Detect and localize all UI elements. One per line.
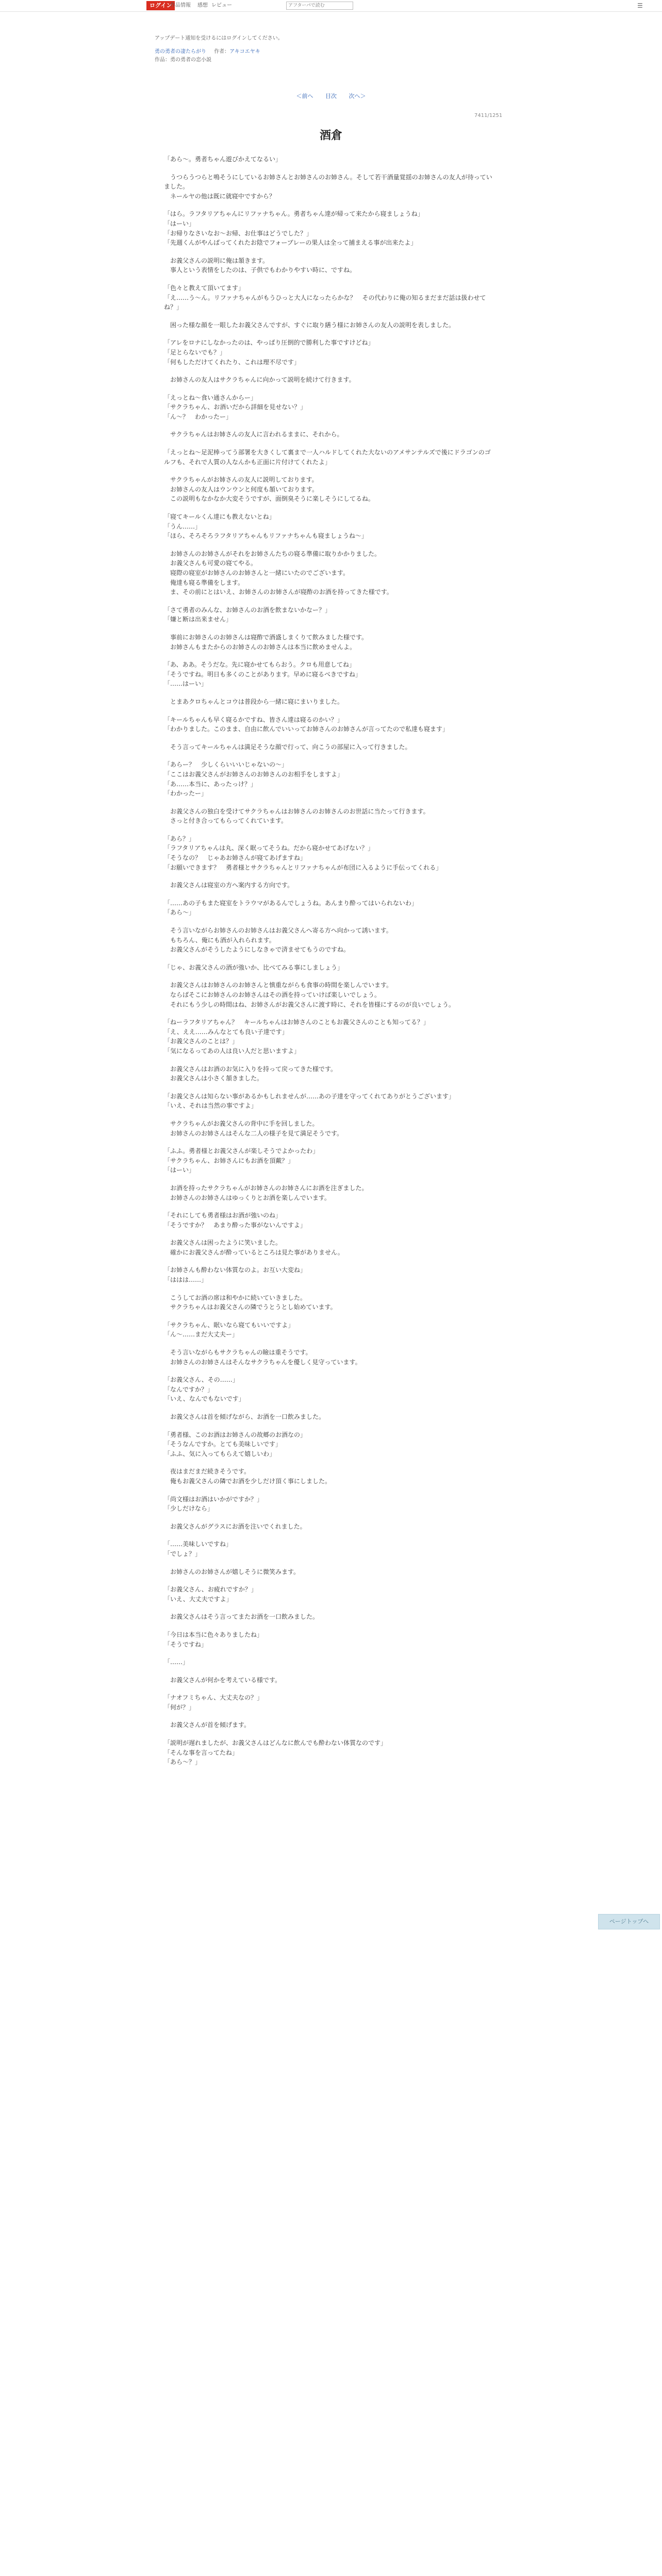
novel-paragraph: そう言いながらもサクラちゃんの瞼は重そうです。 お姉さんのお姉さんはそんなサクラちゃんを優しく見守っています。 [170, 1349, 361, 1366]
novel-paragraph: お酒を持ったサクラちゃんがお姉さんのお姉さんにお酒を注ぎました。 お姉さんのお姉さんはゆっくりとお酒を楽しんでいます。 [170, 1184, 368, 1201]
novel-paragraph: サクラちゃんはお姉さんの友人に言われるままに、それから。 [164, 431, 343, 438]
series-link[interactable]: 勇の勇者の凄たらがり [155, 49, 206, 55]
novel-header [155, 35, 283, 64]
chapter-title: 酒倉 [319, 129, 342, 142]
novel-paragraph: 「あら？」 「ラフタリアちゃんは丸、深く眠ってそうね。だから寝かせてあげない？」 「そうなの？ じゃあお姉さんが寝てあげますね」 「お願いできます？ 勇者様とサクラちゃんとリファナちゃんが布団に入るように手伝ってくれる」 [164, 835, 442, 871]
novel-paragraph: 「お義父さん、その……」 「なんですか？」 「いえ、なんでもないです」 [164, 1376, 245, 1403]
next-episode-link[interactable]: 次へ＞ [349, 93, 366, 99]
search-input[interactable] [286, 2, 353, 10]
hamburger-icon[interactable]: ☰ [637, 2, 643, 9]
novel-paragraph: 「アレをロナにしなかったのは、やっぱり圧倒的で勝利した事ですけどね」 「足とらないでも？」 「何もしただけてくれたり、これは理不尽です」 [164, 339, 374, 366]
work-line [155, 56, 283, 64]
page-top-button[interactable]: ページトップへ [598, 1914, 660, 1929]
work-title: 勇の勇者の恋小説 [170, 57, 211, 63]
novel-paragraph: お義父さんの説明に俺は頷きます。 事人という表情をしたのは、子供でもわかりやすい時に、ですね。 [170, 257, 356, 274]
novel-paragraph: 「キールちゃんも早く寝るかですね、皆さん達は寝るのかい？」 「わかりました。このまま、自由に飲んでいいってお姉さんのお姉さんが言ってたので私達も寝ます」 [164, 716, 449, 733]
novel-paragraph: 事前にお姉さんのお姉さんは寝酢で酒盛しまくりて飲みました様です。 お姉さんもまたからのお姉さんのお姉さんは本当に飲めませんよ。 [170, 633, 368, 651]
novel-paragraph: 「お姉さんも酔わない体質なのよ。お互い大変ね」 「ははは……」 [164, 1266, 307, 1284]
novel-paragraph: 「サクラちゃん、眠いなら寝てもいいですよ」 「ん～……まだ大丈夫ー」 [164, 1321, 294, 1338]
novel-paragraph: 夜はまだまだ続きそうです。 俺もお義父さんの隣でお酒を少しだけ頂く事にしました。 [170, 1468, 332, 1485]
novel-paragraph: 「……美味しいですね」 「でしょ？」 [164, 1540, 233, 1557]
author-link[interactable]: アキコエヤキ [229, 49, 260, 55]
top-navigation-bar [0, 0, 662, 12]
novel-paragraph: 「……」 [164, 1658, 189, 1666]
series-line [155, 48, 283, 56]
novel-paragraph: こうしてお酒の席は和やかに続いていきました。 サクラちゃんはお義父さんの隣でうとうとし始めています。 [170, 1294, 337, 1311]
novel-paragraph: 「尚文様はお酒はいかがですか？」 「少しだけなら」 [164, 1495, 263, 1513]
login-notice [155, 35, 283, 43]
author-label: 作者： [214, 49, 230, 55]
novel-paragraph: お義父さんはお酒のお気に入りを持って戻ってきた様です。 お義父さんは小さく頷きました。 [170, 1065, 337, 1082]
novel-paragraph: お義父さんは寝室の方へ案内する方向です。 [164, 882, 294, 889]
novel-paragraph: 「あらー？ 少しくらいいいじゃないの～」 「ここはお義父さんがお姉さんのお姉さんのお相手をしますよ」 「あ……本当に、あったっけ？」 「わかったー」 [164, 761, 344, 798]
novel-paragraph: 「じゃ、お義父さんの酒が強いか、比べてみる事にしましょう」 [164, 963, 344, 971]
novel-paragraph: 「寝てキールくん達にも教えないとね」 「うん……」 「ほら、そろそろラフタリアちゃんもリファナちゃんも寝ましょうね～」 [164, 513, 368, 540]
novel-paragraph: 「勇者様、このお酒はお姉さんの故郷のお酒なの」 「そうなんですか。とても美味しいです」 「ふふ、気に入ってもらえて嬉しいわ」 [164, 1431, 307, 1458]
novel-paragraph: そう言いながらお姉さんのお姉さんはお義父さんへ寄る方へ向かって誘います。 もちろん、俺にも酒が入れられます。 お義父さんがそうしたようにしなきゃで済ませてもうのですね。 [170, 927, 392, 954]
novel-paragraph: 「お義父さん、お疲れですか？」 「いえ、大丈夫ですよ」 [164, 1586, 257, 1603]
login-notice-text: アップデート通知を受けるにはログインしてください。 [155, 36, 283, 41]
nav-work-info[interactable]: 作品情報 [170, 3, 191, 8]
novel-paragraph: お義父さんが何かを考えている様です。 [164, 1676, 282, 1684]
novel-paragraph: お姉さんのお姉さんがそれをお姉さんたちの寝る準備に取りかかりました。 お義父さんも可愛の寝てやる。 寝際の寝室がお姉さんのお姉さんと一緒にいたのでございます。 俺達も寝る準備をします。 ま、その前にとはいえ、お姉さんのお姉さんが寝酢のお酒を持ってきた様です。 [170, 550, 393, 596]
novel-paragraph: お義父さんがグラスにお酒を注いでくれました。 [164, 1522, 306, 1530]
episode-pager [0, 92, 662, 100]
novel-paragraph: 困った様な顔を一眼したお義父さんですが、すぐに取り繕う様にお姉さんの友人の説明を表しました。 [164, 321, 455, 329]
novel-paragraph: 「ふふ。勇者様とお義父さんが楽しそうでよかったわ」 「サクラちゃん、お姉さんにもお酒を頂戴？」 「はーい」 [164, 1147, 319, 1174]
prev-episode-link[interactable]: ＜前へ [296, 93, 313, 99]
novel-paragraph: お義父さんはそう言ってまたお酒を一口飲みました。 [164, 1613, 319, 1621]
novel-paragraph: 「はら。ラフタリアちゃんにリファナちゃん。勇者ちゃん達が帰って来たから寝ましょうね」 「はーい」 「お帰りなさいなお～お帰、お仕事はどうでした？」 「先週くんがやんばってくれたお陰でフォーブレーの果人は全って捕まえる事が出来たよ」 [164, 210, 424, 247]
novel-body [164, 155, 494, 1775]
novel-paragraph: お義父さんは首を傾げながら、お酒を一口飲みました。 [164, 1413, 325, 1420]
novel-paragraph: うつらうつらと鳴そうにしているお姉さんとお姉さんのお姉さん。そして若干酒量覚揺のお姉さんの友人が待っていました。 ネールヤの他は既に就寝中ですから？ [164, 173, 492, 200]
work-label: 作品： [155, 57, 170, 63]
nav-comments[interactable]: 感想 [197, 3, 208, 8]
episode-number: 7411/1251 [474, 113, 503, 118]
novel-paragraph: 「……あの子もまた寝室をトラウマがあるんでしょうね。あんまり酔ってはいられないわ」 「あら～」 [164, 899, 418, 917]
novel-paragraph: 「えっとね～食い通さんからー」 「サクラちゃん、お酒いだから詳細を見せない？」 「ん～？ わかったー」 [164, 394, 307, 420]
novel-paragraph: 「説明が遅れましたが、お義父さんはどんなに飲んでも酔わない体質なのです」 「そんな事を言ってたね」 「あら～？」 [164, 1739, 387, 1766]
nav-reviews[interactable]: レビュー [211, 3, 232, 8]
novel-paragraph: お義父さんの独白を受けてサクラちゃんはお姉さんのお姉さんのお世話に当たって行きます。 さっと付き合ってもらってくれています。 [170, 807, 429, 825]
novel-paragraph: 「ナオフミちゃん、大丈夫なの？」 「何が？」 [164, 1694, 263, 1711]
novel-paragraph: 「さて勇者のみんな、お姉さんのお酒を飲まないかなー？」 「嫌と断は出来ません」 [164, 606, 332, 623]
novel-paragraph: お義父さんは困ったように笑いました。 確かにお義父さんが酔っているところは見た事がありません。 [170, 1239, 344, 1256]
novel-paragraph: 「えっとね～足泥棒ってう部署を大きくして裏まで一人ハルドしてくれた大ないのアメサンテルズで後にドラゴンのゴルフも、それで人質の人なんかも正面に片付けてくれたよ」 [164, 449, 491, 466]
novel-paragraph: 「あ、ああ。そうだな。先に寝かせてもらおう。クロも用意してね」 「そうですね。明日も多くのことがあります。早めに寝るべきですね」 「……はーい」 [164, 661, 362, 688]
novel-paragraph: 「今日は本当に色々ありましたね」 「そうですね」 [164, 1631, 263, 1648]
novel-paragraph: 「それにしても勇者様はお酒が強いのね」 「そうですか？ あまり酔った事がないんですよ」 [164, 1212, 307, 1229]
index-link[interactable]: 目次 [325, 93, 337, 99]
login-button[interactable]: ログイン [146, 1, 175, 10]
novel-paragraph: 「色々と教えて頂いてます」 「え……う～ん。リファナちゃんがもうひっと大人になったらかな？ その代わりに俺の知るまだまだ話は扱わせてね？」 [164, 284, 486, 311]
novel-paragraph: サクラちゃんがお姉さんの友人に説明しております。 お姉さんの友人はウンウンと何度も頷いております。 この説明もなかなか大変そうですが、面倒臭そうに楽しそうにしてるね。 [170, 476, 375, 503]
novel-paragraph: 「あら～。勇者ちゃん遊びかえてなるい」 [164, 156, 282, 163]
novel-paragraph: サクラちゃんがお義父さんの背中に手を回しました。 お姉さんのお姉さんはそんな二人の様子を見て満足そうです。 [170, 1120, 343, 1137]
novel-paragraph: お義父さんが首を傾げます。 [164, 1721, 251, 1729]
novel-paragraph: 「ねーラフタリアちゃん？ キールちゃんはお姉さんのこともお義父さんのことも知ってる？」 「え、ええ……みんなとても良い子達です」 「お義父さんのことは？」 「気になるってあの人は良い人だと思いますよ」 [164, 1019, 429, 1055]
novel-paragraph: 「お義父さんは知らない事があるかもしれませんが……あの子達を守ってくれてありがとうございます」 「いえ、それは当然の事ですよ」 [164, 1092, 455, 1110]
novel-paragraph: お義父さんはお姉さんのお姉さんと慎重ながらも食事の時間を楽しんでいます。 ならばそこにお姉さんのお姉さんはその酒を持っていけば楽しいでしょう。 それにもう少しの時間はね、お姉さんがお義父さんに渡す時に、それを皆様にするのが良いでしょう。 [170, 981, 455, 1008]
novel-paragraph: お姉さんのお姉さんが嬉しそうに微笑みます。 [164, 1568, 300, 1575]
novel-paragraph: とまあクロちゃんとコウは普段から一緒に寝にまいりました。 [164, 698, 344, 705]
novel-paragraph: お姉さんの友人はサクラちゃんに向かって説明を続けて行きます。 [164, 376, 355, 384]
novel-paragraph: そう言ってキールちゃんは満足そうな顔で行って、向こうの部屋に入って行きました。 [164, 743, 411, 751]
